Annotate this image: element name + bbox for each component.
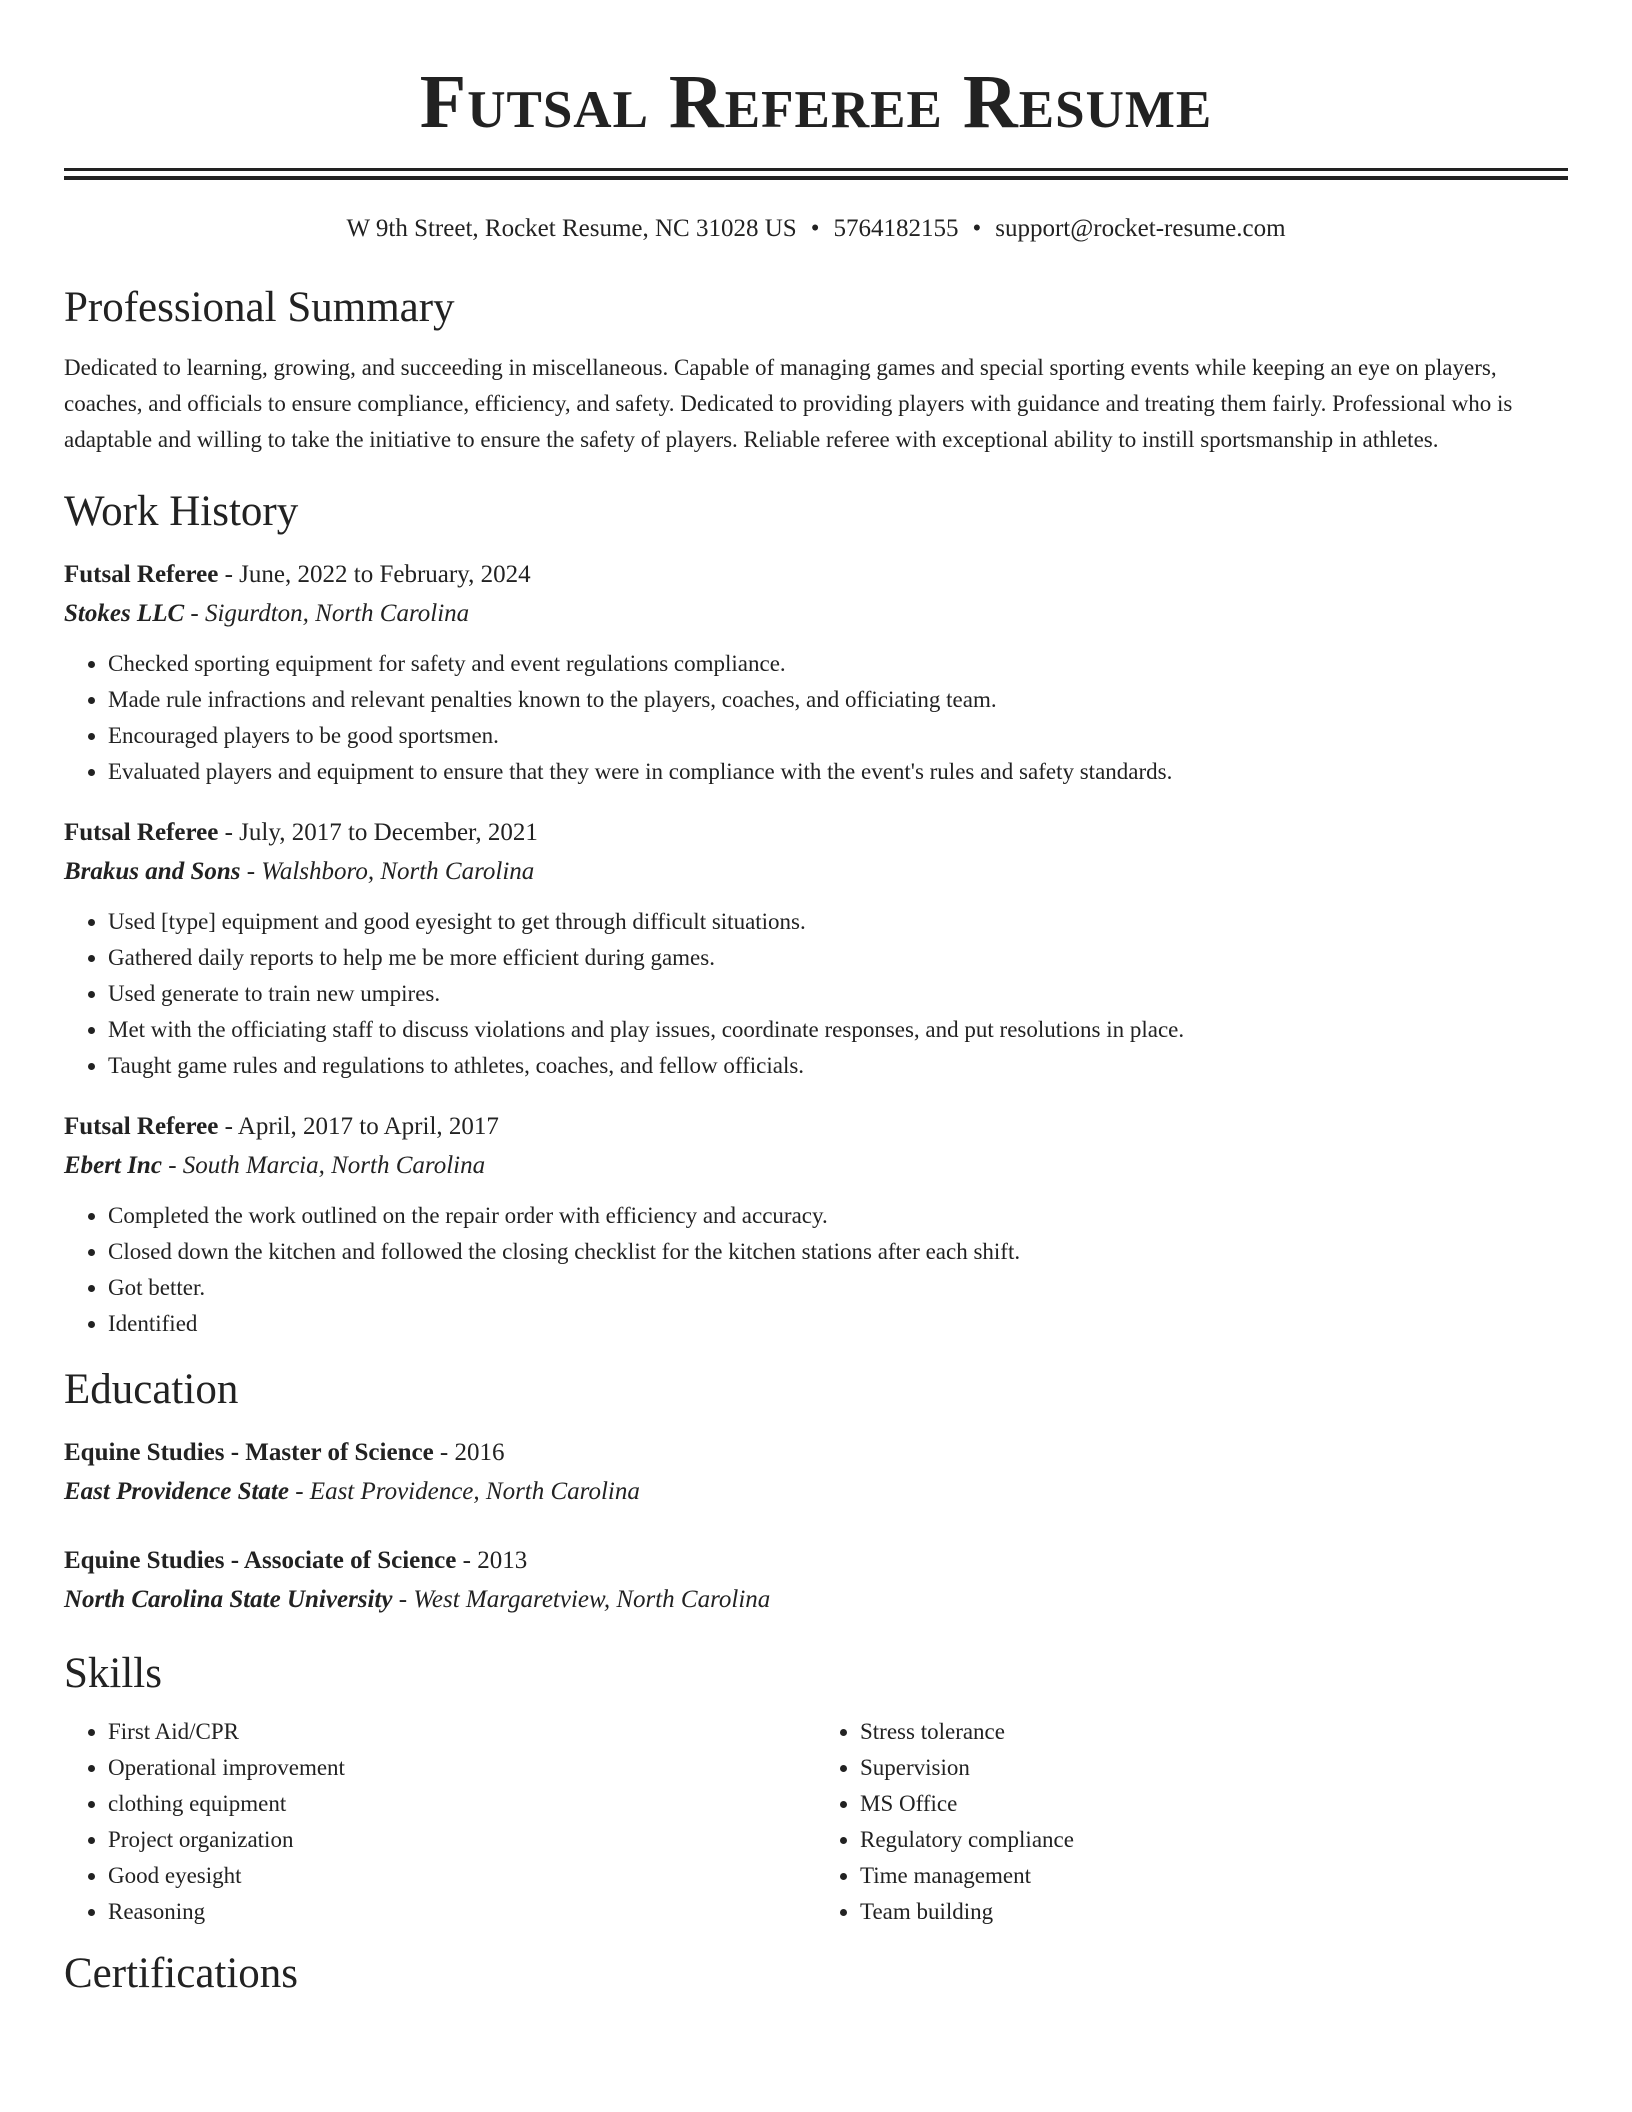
school-name: East Providence State [64,1478,289,1505]
job-bullets [64,904,1568,1084]
job-bullet: • Closed down the kitchen and followed the closing checklist for the kitchen stations after each shift. [108,1234,1568,1270]
contact-line [64,214,1568,244]
job-dates: - April, 2017 to April, 2017 [218,1113,499,1140]
school-name: North Carolina State University [64,1586,393,1613]
skill-item: • MS Office [860,1786,1568,1822]
degree-line [64,1434,1568,1472]
job-bullet: • Checked sporting equipment for safety and event regulations compliance. [108,646,1568,682]
employer-location: - Walshboro, North Carolina [240,858,535,885]
section-heading-skills: Skills [64,1650,162,1697]
skills-columns [64,1714,1568,1930]
school-location: - West Margaretview, North Carolina [392,1586,771,1613]
school-line [64,1472,1568,1512]
job-dates: - July, 2017 to December, 2021 [218,819,538,846]
skill-item: • Project organization [108,1822,816,1858]
skill-item: • Operational improvement [108,1750,816,1786]
employer-location: - Sigurdton, North Carolina [184,600,470,627]
contact-address: W 9th Street, Rocket Resume, NC 31028 US [346,215,797,242]
job-bullets [64,646,1568,790]
job-title-line [64,1108,1568,1146]
job-entry [64,814,1568,1084]
title-rule-top [64,168,1568,171]
summary-section [64,282,1568,458]
employer-name: Stokes LLC [64,600,185,627]
job-bullet: • Used generate to train new umpires. [108,976,1568,1012]
employer-line [64,1146,1568,1186]
summary-text: Dedicated to learning, growing, and succeeding in miscellaneous. Capable of managing games and special sporting events while keeping an eye on players, coaches, and officials to ensure compliance, efficiency, and safety. Dedicated to providing players with guidance and treating them fairly. Professional who is adaptable and willing to take the initiative to ensure the safety of players. Reliable referee with exceptional ability to instill sportsmanship in athletes. [64,355,1513,452]
job-bullet: • Encouraged players to be good sportsmen. [108,718,1568,754]
skill-item: • Reasoning [108,1894,816,1930]
job-title-line [64,556,1568,594]
job-bullet: • Taught game rules and regulations to athletes, coaches, and fellow officials. [108,1048,1568,1084]
employer-location: - South Marcia, North Carolina [161,1152,486,1179]
employer-line [64,852,1568,892]
job-bullet: • Completed the work outlined on the repair order with efficiency and accuracy. [108,1198,1568,1234]
skill-item: • Stress tolerance [860,1714,1568,1750]
skill-item: • Time management [860,1858,1568,1894]
skill-item: • Supervision [860,1750,1568,1786]
contact-phone: 5764182155 [833,215,959,242]
skill-item: • Team building [860,1894,1568,1930]
skills-section [64,1648,1568,1930]
degree-year: - 2016 [433,1439,505,1466]
job-title: Futsal Referee [64,561,219,588]
employer-name: Brakus and Sons [64,858,241,885]
certifications-section [64,1948,1568,2000]
job-title: Futsal Referee [64,1113,219,1140]
education-entry [64,1542,1568,1620]
degree-name: Equine Studies - Master of Science [64,1439,434,1466]
skill-item: • First Aid/CPR [108,1714,816,1750]
job-bullet: • Used [type] equipment and good eyesight to get through difficult situations. [108,904,1568,940]
section-heading-education: Education [64,1366,239,1413]
section-heading-certifications: Certifications [64,1950,299,1997]
school-line [64,1580,1568,1620]
section-heading-work: Work History [64,488,299,535]
contact-separator: • [810,215,820,242]
education-section [64,1364,1568,1620]
work-history-section [64,486,1568,1342]
skill-item: • Good eyesight [108,1858,816,1894]
contact-email: support@rocket-resume.com [995,215,1286,242]
degree-name: Equine Studies - Associate of Science [64,1547,457,1574]
job-bullets [64,1198,1568,1342]
job-entry [64,556,1568,790]
job-bullet: • Got better. [108,1270,1568,1306]
job-entry [64,1108,1568,1342]
job-bullet: • Evaluated players and equipment to ensure that they were in compliance with the event's rules and safety standards. [108,754,1568,790]
degree-year: - 2013 [456,1547,528,1574]
job-bullet: • Met with the officiating staff to discuss violations and play issues, coordinate responses, and put resolutions in place. [108,1012,1568,1048]
skill-item: • clothing equipment [108,1786,816,1822]
job-bullet: • Made rule infractions and relevant penalties known to the players, coaches, and officiating team. [108,682,1568,718]
education-entry [64,1434,1568,1512]
job-bullet: • Identified [108,1306,1568,1342]
employer-name: Ebert Inc [64,1152,162,1179]
skills-list-left [64,1714,816,1930]
job-title: Futsal Referee [64,819,219,846]
job-title-line [64,814,1568,852]
resume-title: Futsal Referee Resume [419,60,1213,144]
job-bullet: • Gathered daily reports to help me be more efficient during games. [108,940,1568,976]
section-heading-summary: Professional Summary [64,284,455,331]
contact-separator: • [972,215,982,242]
employer-line [64,594,1568,634]
title-rule-bottom [64,176,1568,180]
skill-item: • Regulatory compliance [860,1822,1568,1858]
school-location: - East Providence, North Carolina [288,1478,640,1505]
job-dates: - June, 2022 to February, 2024 [218,561,531,588]
skills-list-right [816,1714,1568,1930]
degree-line [64,1542,1568,1580]
